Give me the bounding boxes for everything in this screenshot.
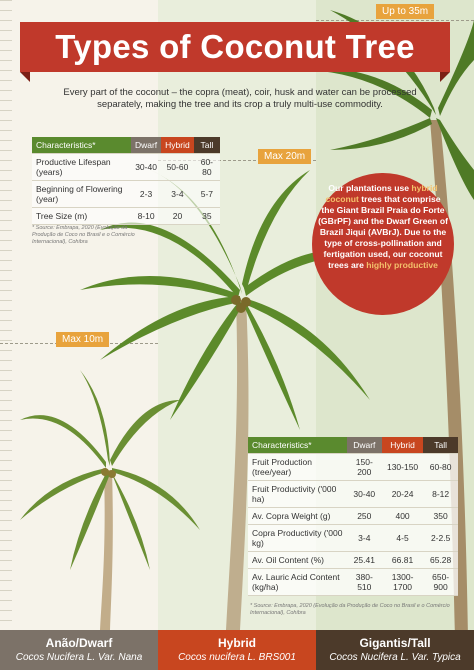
footer-dwarf-species: Cocos Nucifera L. Var. Nana xyxy=(15,652,143,663)
banner-fold-left xyxy=(20,72,30,82)
top-table-source: * Source: Embrapa, 2020 (Evolução da Produção de Coco no Brasil e o Comércio Internacional), Cohibra xyxy=(32,225,135,245)
table-row: Productive Lifespan (years) 30-40 50-60 60-80 xyxy=(32,154,220,181)
footer-hybrid-name: Hybrid xyxy=(217,636,256,650)
page-title: Types of Coconut Tree xyxy=(55,28,415,65)
callout-text: Our plantations use hybrid coconut trees that comprise the Giant Brazil Praia do Forte (GBrPF) and the Dwarf Green of Brazil Jiqui (AVBrJ). Due to the type of cross-pollination and fertigation used, our coconut trees are highly productive xyxy=(318,183,448,270)
table-row: Copra Productivity ('000 kg) 3-4 4-5 2-2.5 xyxy=(248,525,458,552)
footer-dwarf-name: Anão/Dwarf xyxy=(45,636,113,650)
lifespan-table xyxy=(32,137,220,225)
col-header-tall: Tall xyxy=(194,137,220,154)
col-header-hybrid: Hybrid xyxy=(382,437,423,454)
footer-dwarf xyxy=(0,630,158,670)
col-header-dwarf: Dwarf xyxy=(347,437,382,454)
table-row: Tree Size (m) 8-10 20 35 xyxy=(32,208,220,225)
col-header-hybrid: Hybrid xyxy=(161,137,194,154)
col-header-characteristics: Characteristics* xyxy=(248,437,347,454)
footer-hybrid-species: Cocos nucifera L. BRS001 xyxy=(178,652,296,663)
footer-tall-name: Gigantis/Tall xyxy=(359,636,431,650)
footer-hybrid xyxy=(158,630,316,670)
plantation-callout xyxy=(312,173,454,315)
productivity-table xyxy=(248,437,458,596)
hybrid-height-tag: Max 20m xyxy=(258,149,311,164)
callout-highlight-hybrid: hybrid coconut xyxy=(325,183,438,204)
banner-fold-right xyxy=(440,72,450,82)
col-header-tall: Tall xyxy=(423,437,458,454)
bottom-table-source: * Source: Embrapa, 2020 (Evolução da Produção de Coco no Brasil e o Comércio Internacional), Cohibra xyxy=(250,603,450,616)
footer-tall-species: Cocos Nucifera L. Var. Typica xyxy=(329,652,461,663)
table-row: Av. Oil Content (%) 25.41 66.81 65.28 xyxy=(248,552,458,569)
col-header-characteristics: Characteristics* xyxy=(32,137,131,154)
table-row: Beginning of Flowering (year) 2-3 3-4 5-7 xyxy=(32,181,220,208)
table-row: Av. Lauric Acid Content (kg/ha) 380-510 1300-1700 650-900 xyxy=(248,569,458,596)
table-row: Fruit Productivity ('000 ha) 30-40 20-24 8-12 xyxy=(248,481,458,508)
tall-height-tag: Up to 35m xyxy=(376,4,434,19)
footer-tall xyxy=(316,630,474,670)
callout-highlight-productive: highly productive xyxy=(366,260,438,270)
table-row: Fruit Production (tree/year) 150-200 130-150 60-80 xyxy=(248,454,458,481)
col-header-dwarf: Dwarf xyxy=(131,137,161,154)
intro-text: Every part of the coconut – the copra (meat), coir, husk and water can be processed separately, making the tree and its crop a truly multi-use commodity. xyxy=(63,87,417,110)
dwarf-height-tag: Max 10m xyxy=(56,332,109,347)
title-banner xyxy=(20,22,450,72)
dwarf-tree-icon xyxy=(20,370,200,630)
table-row: Av. Copra Weight (g) 250 400 350 xyxy=(248,508,458,525)
